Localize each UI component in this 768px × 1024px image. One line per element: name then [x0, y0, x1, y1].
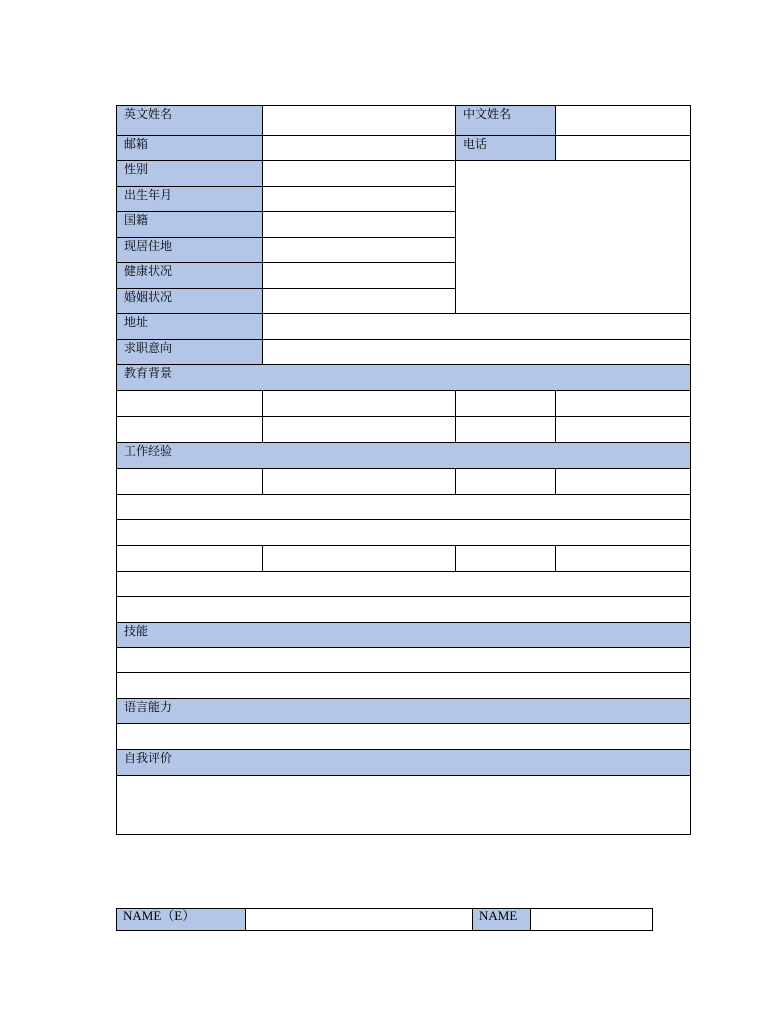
field-name-english[interactable]: [245, 908, 474, 931]
work-2-col-4[interactable]: [555, 545, 691, 572]
label-marital-status: [116, 288, 263, 314]
field-job-objective[interactable]: [262, 339, 691, 365]
work-2-col-2[interactable]: [262, 545, 456, 572]
section-language-ability-header-text: 语言能力: [124, 700, 173, 714]
self-evaluation-field[interactable]: [116, 775, 691, 835]
label-address-text: 地址: [124, 315, 149, 329]
label-current-residence: [116, 237, 263, 263]
label-birth-date-text: 出生年月: [124, 188, 173, 202]
label-chinese-name: [455, 105, 556, 136]
label-name-text: NAME: [479, 908, 518, 923]
label-job-objective-text: 求职意向: [124, 341, 173, 355]
skills-line-2[interactable]: [116, 672, 691, 699]
work-2-detail-line-1[interactable]: [116, 571, 691, 597]
photo-area[interactable]: [455, 160, 691, 314]
work-1-col-4[interactable]: [555, 468, 691, 495]
field-address[interactable]: [262, 313, 691, 340]
work-1-detail-line-1[interactable]: [116, 494, 691, 520]
language-ability-line-1[interactable]: [116, 723, 691, 750]
field-gender[interactable]: [262, 160, 456, 187]
label-address: [116, 313, 263, 340]
label-email: [116, 135, 263, 161]
education-row-2-col-4[interactable]: [555, 416, 691, 443]
label-gender: [116, 160, 263, 187]
education-row-2-col-3[interactable]: [455, 416, 556, 443]
label-gender-text: 性别: [124, 162, 149, 176]
education-row-2-col-1[interactable]: [116, 416, 263, 443]
label-name-english-text: NAME（E）: [123, 908, 196, 923]
work-2-col-3[interactable]: [455, 545, 556, 572]
field-health-status[interactable]: [262, 262, 456, 289]
label-nationality: [116, 211, 263, 238]
field-english-name[interactable]: [262, 105, 456, 136]
label-chinese-name-text: 中文姓名: [463, 107, 512, 121]
section-skills-header: [116, 622, 691, 648]
field-chinese-name[interactable]: [555, 105, 691, 136]
section-work-experience-header-text: 工作经验: [124, 444, 173, 458]
section-self-evaluation-header-text: 自我评价: [124, 751, 173, 765]
education-row-1-col-4[interactable]: [555, 390, 691, 417]
label-health-status: [116, 262, 263, 289]
label-english-name-text: 英文姓名: [124, 107, 173, 121]
work-1-detail-line-2[interactable]: [116, 519, 691, 546]
work-1-col-1[interactable]: [116, 468, 263, 495]
work-1-col-3[interactable]: [455, 468, 556, 495]
section-education-header: [116, 364, 691, 391]
label-phone: [455, 135, 556, 161]
education-row-2-col-2[interactable]: [262, 416, 456, 443]
label-nationality-text: 国籍: [124, 213, 149, 227]
field-marital-status[interactable]: [262, 288, 456, 314]
education-row-1-col-2[interactable]: [262, 390, 456, 417]
section-language-ability-header: [116, 698, 691, 724]
field-phone[interactable]: [555, 135, 691, 161]
field-birth-date[interactable]: [262, 186, 456, 212]
section-self-evaluation-header: [116, 749, 691, 776]
label-health-status-text: 健康状况: [124, 264, 173, 278]
label-birth-date: [116, 186, 263, 212]
work-2-col-1[interactable]: [116, 545, 263, 572]
field-current-residence[interactable]: [262, 237, 456, 263]
field-name[interactable]: [530, 908, 653, 931]
label-marital-status-text: 婚姻状况: [124, 290, 173, 304]
education-row-1-col-1[interactable]: [116, 390, 263, 417]
work-2-detail-line-2[interactable]: [116, 596, 691, 623]
label-job-objective: [116, 339, 263, 365]
skills-line-1[interactable]: [116, 647, 691, 673]
section-work-experience-header: [116, 442, 691, 469]
field-nationality[interactable]: [262, 211, 456, 238]
label-phone-text: 电话: [463, 137, 488, 151]
section-education-header-text: 教育背景: [124, 366, 173, 380]
label-english-name: [116, 105, 263, 136]
label-name-english: [116, 908, 246, 931]
label-email-text: 邮箱: [124, 137, 149, 151]
work-1-col-2[interactable]: [262, 468, 456, 495]
field-email[interactable]: [262, 135, 456, 161]
label-name: [472, 908, 531, 931]
label-current-residence-text: 现居住地: [124, 239, 173, 253]
section-skills-header-text: 技能: [124, 624, 149, 638]
education-row-1-col-3[interactable]: [455, 390, 556, 417]
